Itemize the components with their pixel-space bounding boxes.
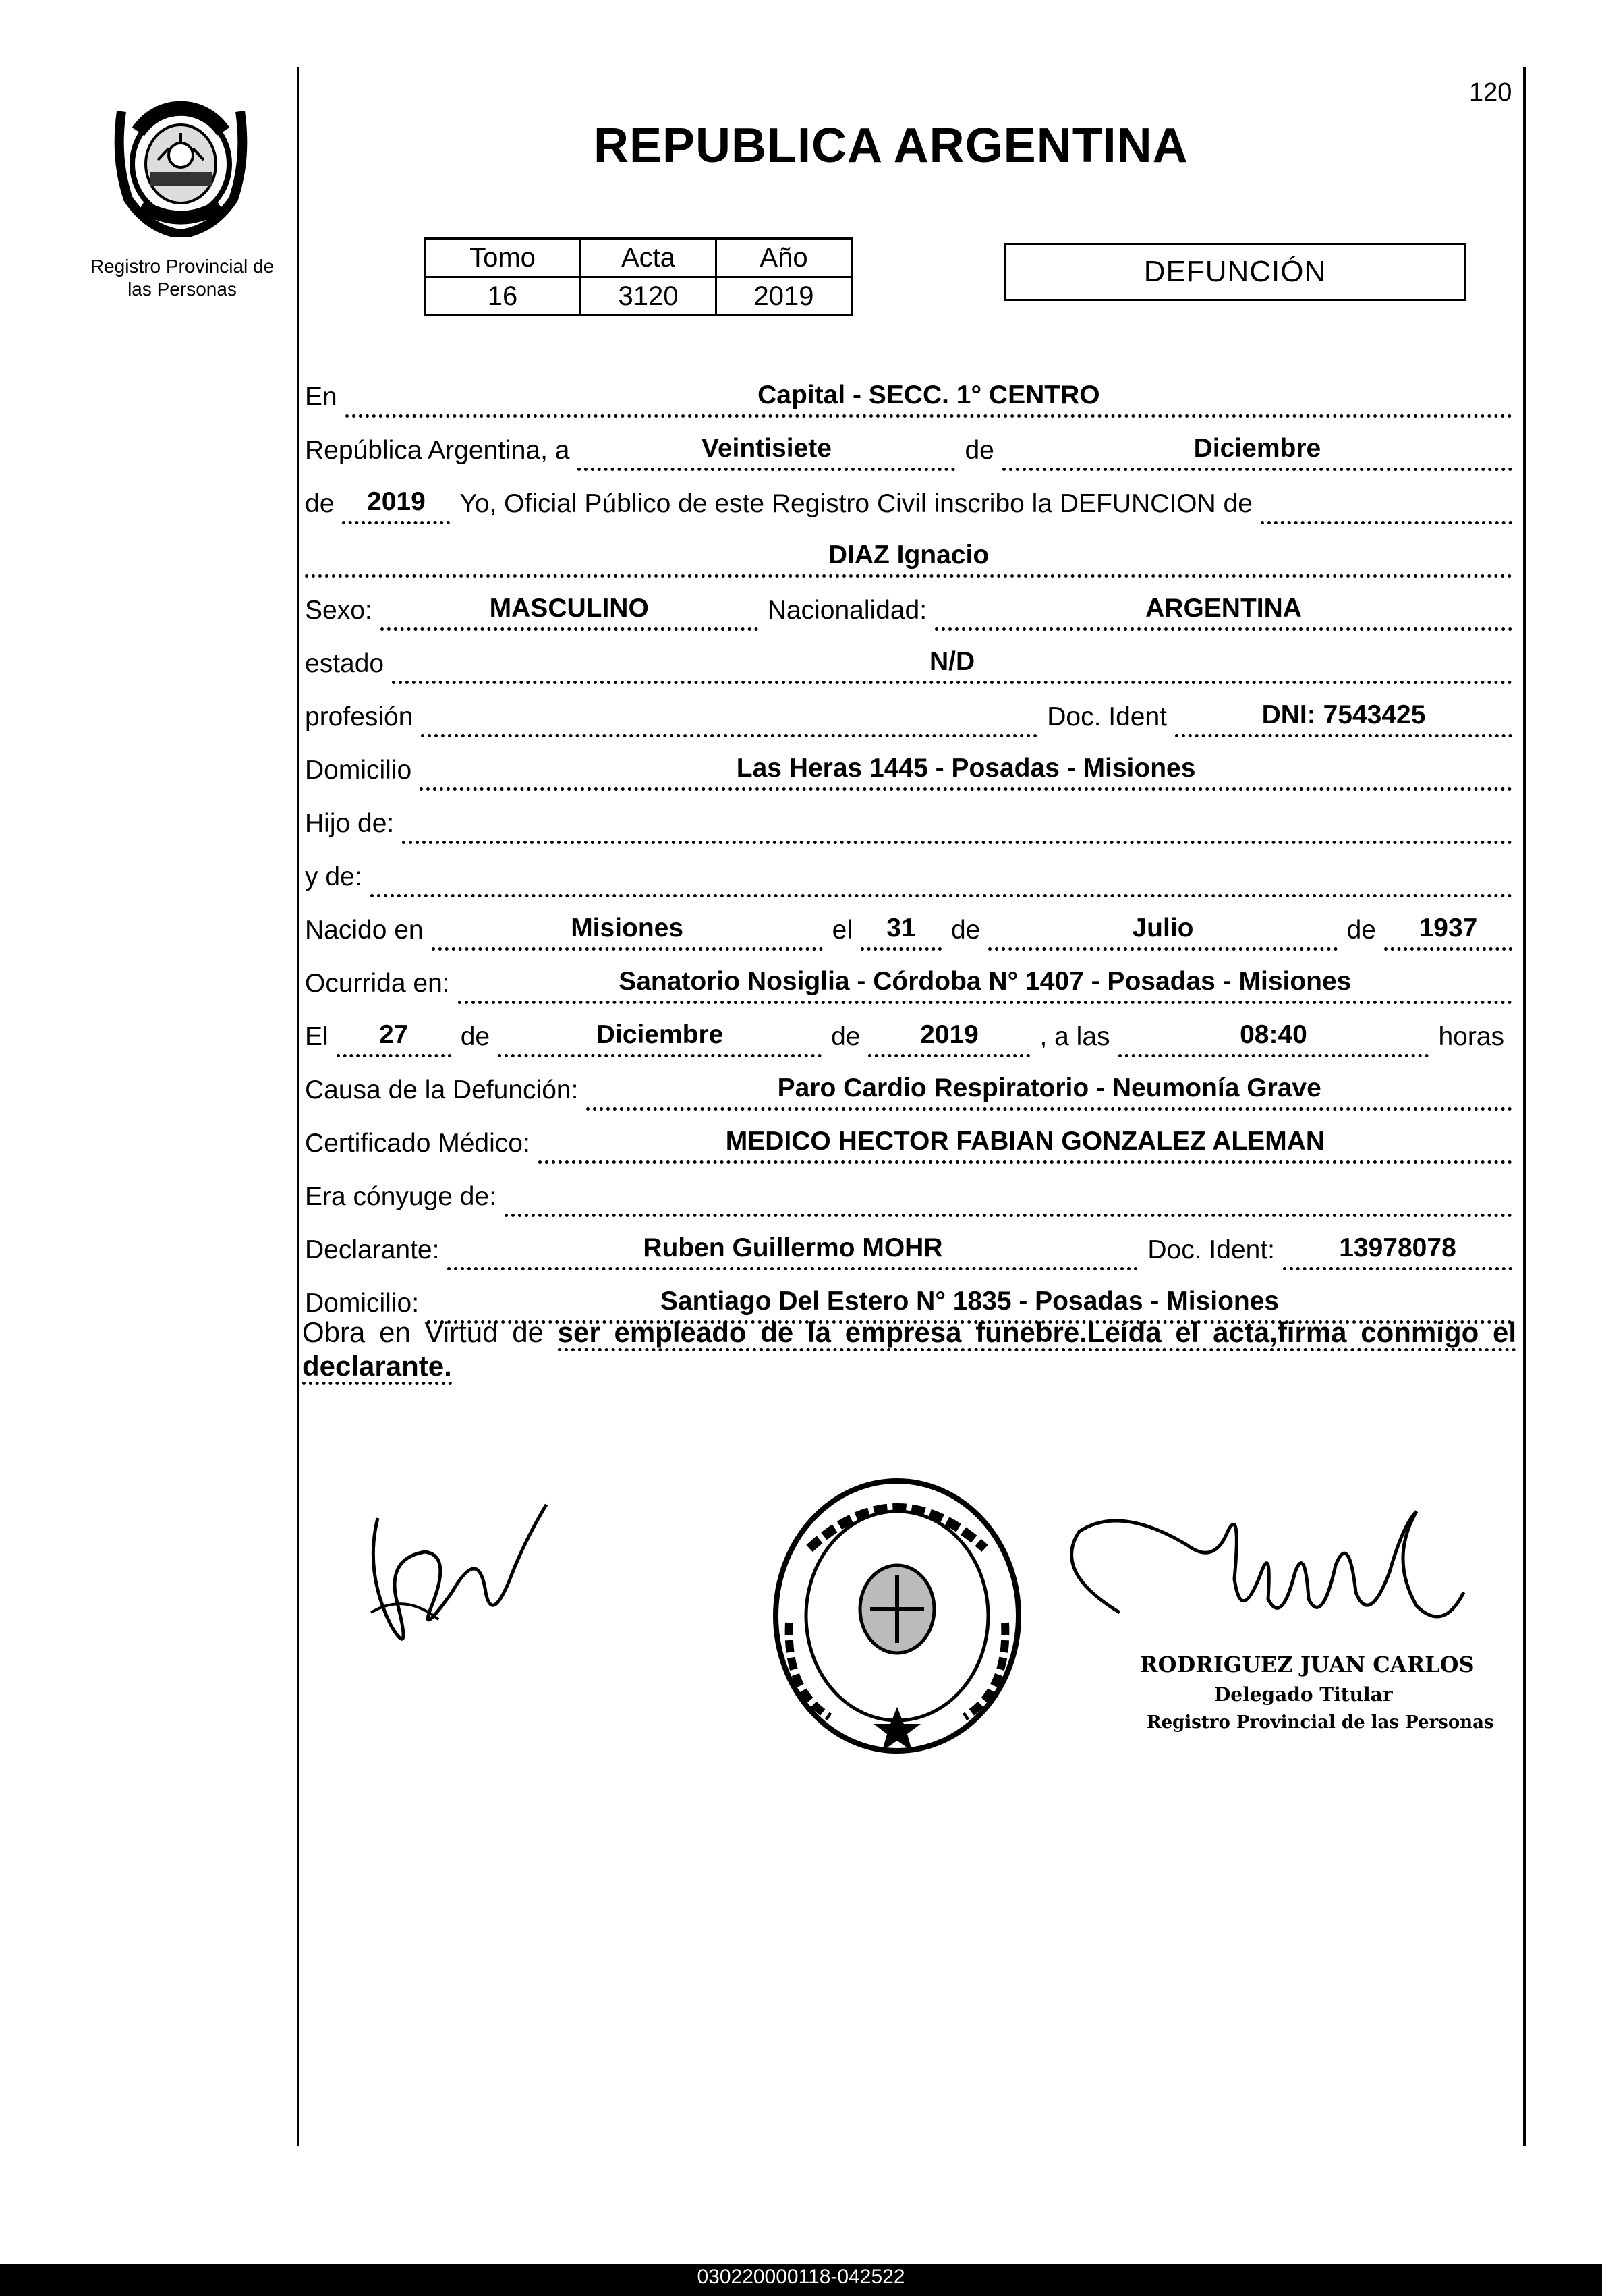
left-margin-rule [297,67,299,2146]
sexo-field: MASCULINO [380,594,758,631]
row-ocurrida [305,951,1512,1004]
declarante-doc-field: 13978078 [1283,1233,1512,1270]
row-fecha [305,418,1512,471]
official-name: RODRIGUEZ JUAN CARLOS [1140,1652,1475,1677]
official-organization: Registro Provincial de las Personas [1147,1712,1494,1733]
right-margin-rule [1523,67,1526,2146]
de-label: de [965,436,994,465]
de-label: de [950,916,981,945]
official-seal-stamp [769,1474,1025,1758]
def-dia-field: 27 [337,1020,451,1057]
row-hijo [305,791,1512,844]
tomo-value: 16 [425,277,581,316]
row-conyuge [305,1164,1512,1217]
nacionalidad-field: ARGENTINA [935,594,1512,631]
closing-statement [302,1316,1516,1383]
row-profesion [305,684,1512,737]
row-inscripcion [305,471,1512,524]
month-field: Diciembre [1002,434,1512,471]
de-label: de [1346,916,1376,945]
nac-mes-field: Julio [988,914,1337,951]
acta-header: Acta [581,239,716,277]
nacido-label: Nacido en [305,916,424,945]
official-signature [1039,1491,1484,1646]
nacionalidad-label: Nacionalidad: [767,596,927,625]
ocurrida-label: Ocurrida en: [305,969,450,998]
page-number: 120 [1469,78,1512,107]
row-declarante [305,1217,1512,1270]
yde-field [370,890,1512,897]
def-anio-field: 2019 [868,1020,1030,1057]
registry-caption-line1: Registro Provincial de [90,256,275,277]
yo-text: Yo, Oficial Público de este Registro Civil inscribo la DEFUNCION de [459,489,1253,518]
footer-barcode-number: 030220000118-042522 [697,2266,905,2288]
estado-label: estado [305,649,384,678]
declarante-domicilio-field: Santiago Del Estero N° 1835 - Posadas - Misiones [427,1287,1512,1324]
en-label: En [305,383,337,412]
death-record-form [305,364,1512,1324]
deceased-name-field: DIAZ Ignacio [305,540,1512,578]
conyuge-field [505,1210,1512,1217]
declarante-label: Declarante: [305,1235,440,1264]
row-domicilio [305,737,1512,791]
tomo-header: Tomo [425,239,581,277]
registry-caption [71,255,293,301]
profesion-label: profesión [305,702,413,731]
nacido-lugar-field: Misiones [432,914,823,951]
republica-label: República Argentina, a [305,436,570,465]
row-estado [305,631,1512,684]
acta-value: 3120 [581,277,716,316]
row-lugar [305,364,1512,418]
anio-header: Año [716,239,852,277]
misiones-emblem-logo [101,84,260,237]
sexo-label: Sexo: [305,596,372,625]
registry-caption-line2: las Personas [127,279,237,300]
causa-field: Paro Cardio Respiratorio - Neumonía Grave [586,1073,1512,1111]
reference-table [424,237,853,316]
row-nacimiento [305,897,1512,951]
domicilio-field: Las Heras 1445 - Posadas - Misiones [420,754,1512,791]
document-type-box: DEFUNCIÓN [1004,243,1466,301]
official-title: Delegado Titular [1214,1683,1393,1706]
row-yde [305,844,1512,897]
row-causa [305,1057,1512,1111]
reference-value-row [425,277,852,316]
el-label: el [832,916,853,945]
row-fecha-defuncion [305,1004,1512,1057]
closing-text: ser empleado de la empresa funebre.Leída el acta,firma conmigo el declarante. [302,1316,1516,1385]
el-label: El [305,1022,328,1051]
nac-anio-field: 1937 [1384,914,1512,951]
hora-field: 08:40 [1118,1020,1429,1057]
conyuge-label: Era cónyuge de: [305,1182,497,1211]
domicilio-label: Domicilio [305,756,412,785]
row-fallecido [305,524,1512,578]
certificado-label: Certificado Médico: [305,1129,530,1158]
dni-field: DNI: 7543425 [1175,700,1512,737]
declarant-signature [351,1491,567,1667]
de-label: de [831,1022,861,1051]
causa-label: Causa de la Defunción: [305,1075,579,1104]
doc-ident-label: Doc. Ident [1047,702,1167,731]
yde-label: y de: [305,862,362,891]
declarante-field: Ruben Guillermo MOHR [447,1233,1138,1270]
day-field: Veintisiete [577,434,955,471]
row-certificado [305,1111,1512,1164]
hijo-field [402,837,1512,844]
en-field: Capital - SECC. 1° CENTRO [345,381,1512,418]
anio-value: 2019 [716,277,852,316]
year-field: 2019 [342,487,450,524]
declarante-domicilio-label: Domicilio: [305,1289,420,1318]
row-sexo [305,578,1512,631]
document-title: REPUBLICA ARGENTINA [594,119,1189,173]
hijo-label: Hijo de: [305,809,395,838]
de-label: de [460,1022,490,1051]
nac-dia-field: 31 [861,914,942,951]
blank-field [1261,517,1512,524]
reference-header-row [425,239,852,277]
estado-field: N/D [392,647,1512,684]
declarante-doc-label: Doc. Ident: [1147,1235,1275,1264]
horas-label: horas [1438,1022,1504,1051]
ocurrida-field: Sanatorio Nosiglia - Córdoba N° 1407 - Posadas - Misiones [458,967,1512,1004]
profesion-field [421,730,1037,737]
def-mes-field: Diciembre [498,1020,822,1057]
closing-prefix: Obra en Virtud de [302,1316,544,1348]
a-las-label: , a las [1039,1022,1110,1051]
de-label: de [305,489,335,518]
certificado-field: MEDICO HECTOR FABIAN GONZALEZ ALEMAN [538,1127,1512,1164]
